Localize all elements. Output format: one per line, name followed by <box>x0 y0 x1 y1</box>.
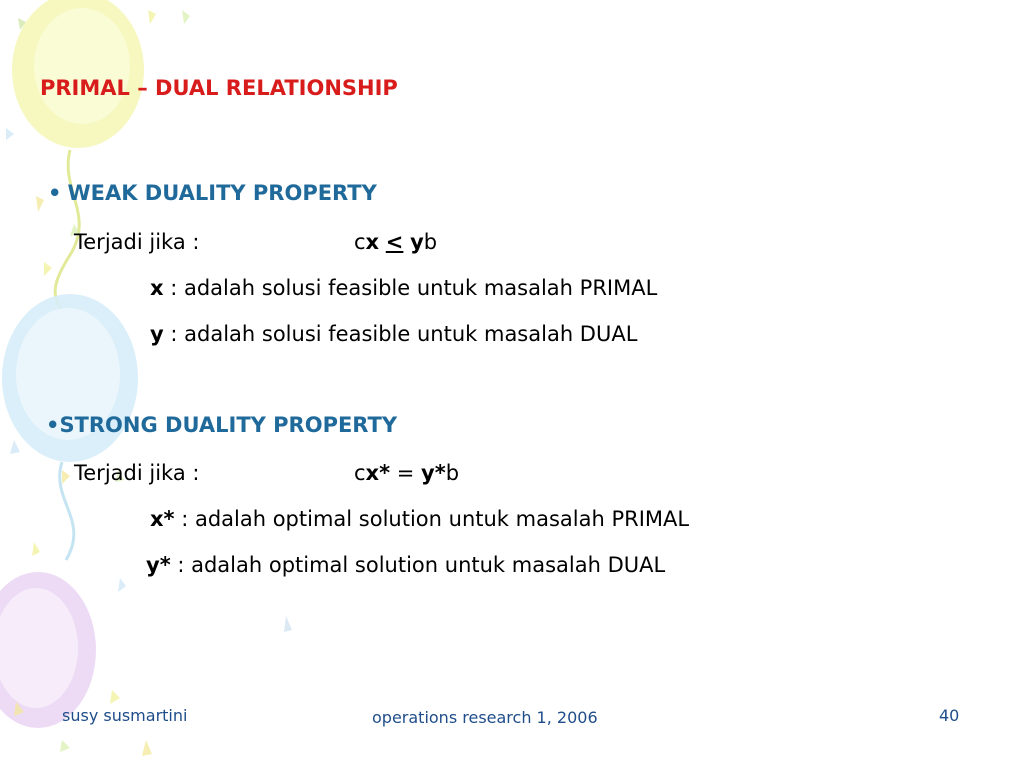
cond-c: c <box>354 230 366 254</box>
strong-duality-heading <box>46 413 397 437</box>
bullet: • <box>46 413 60 437</box>
y-star-variable: y* <box>146 553 171 577</box>
condition-label: Terjadi jika : <box>74 461 200 485</box>
strong-heading-text: STRONG DUALITY PROPERTY <box>59 413 398 437</box>
condition-label: Terjadi jika : <box>74 230 200 254</box>
strong-y-definition <box>146 553 665 577</box>
y-description: : adalah solusi feasible untuk masalah DUAL <box>163 322 638 346</box>
weak-y-definition <box>150 322 637 346</box>
footer-author: susy susmartini <box>62 706 188 725</box>
cond-less-equal: < <box>385 230 404 254</box>
y-star-description: : adalah optimal solution untuk masalah DUAL <box>170 553 666 577</box>
x-description: : adalah solusi feasible untuk masalah PRIMAL <box>163 276 658 300</box>
footer-page-number: 40 <box>939 706 960 725</box>
strong-condition <box>74 461 459 485</box>
cond-y-star: y* <box>421 461 446 485</box>
cond-x: x <box>365 230 380 254</box>
strong-x-definition <box>150 507 689 531</box>
slide-title: PRIMAL – DUAL RELATIONSHIP <box>40 76 398 100</box>
cond-x-star: x* <box>365 461 391 485</box>
x-variable: x <box>150 276 164 300</box>
x-star-variable: x* <box>150 507 175 531</box>
cond-b: b <box>445 461 460 485</box>
weak-x-definition <box>150 276 657 300</box>
weak-heading-text: WEAK DUALITY PROPERTY <box>67 181 377 205</box>
weak-condition <box>74 230 437 254</box>
cond-equals: = <box>390 461 422 485</box>
footer-course: operations research 1, 2006 <box>372 708 598 727</box>
bullet: • <box>48 181 62 205</box>
weak-duality-heading <box>48 181 377 205</box>
x-star-description: : adalah optimal solution untuk masalah PRIMAL <box>174 507 690 531</box>
cond-y: y <box>410 230 424 254</box>
cond-c: c <box>354 461 366 485</box>
yellow-balloon-inner <box>34 8 130 124</box>
cond-b: b <box>423 230 438 254</box>
y-variable: y <box>150 322 164 346</box>
